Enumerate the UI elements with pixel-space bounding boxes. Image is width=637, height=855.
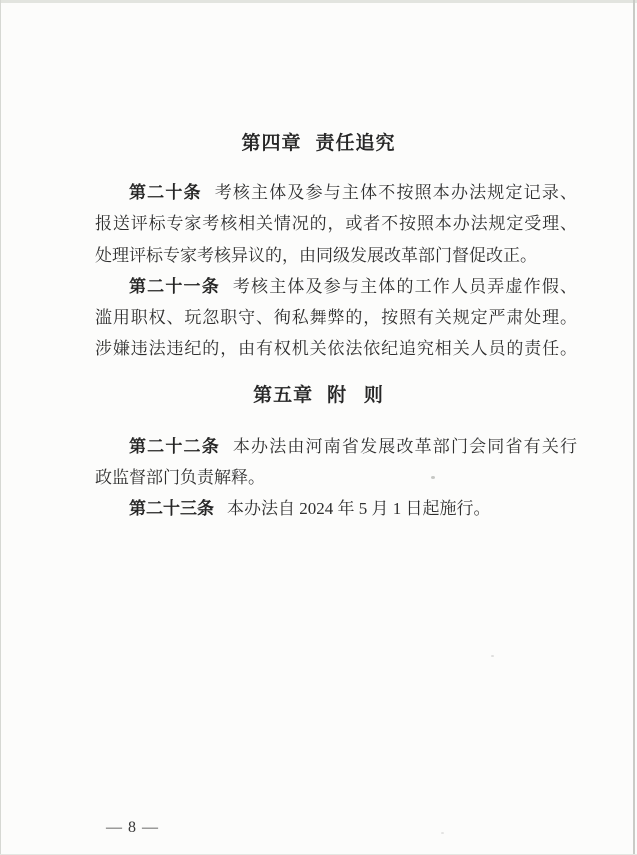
page-edge-right <box>633 0 635 855</box>
article-22-line-1 <box>95 431 577 462</box>
article-23-line-1 <box>95 493 577 524</box>
page-edge-top <box>0 0 637 3</box>
article-21-line-3: 涉嫌违法违纪的，由有权机关依法依纪追究相关人员的责任。 <box>95 339 577 359</box>
article-20-line-2: 报送评标专家考核相关情况的，或者不按照本办法规定受理、 <box>95 214 577 234</box>
chapter-5-heading <box>0 383 637 409</box>
article-22-label: 第二十二条 <box>129 437 220 456</box>
scan-speckle <box>431 476 435 479</box>
article-23-label: 第二十三条 <box>129 499 214 518</box>
article-20-first-line-text: 考核主体及参与主体不按照本办法规定记录、 <box>214 183 578 202</box>
article-22-first-line-text: 本办法由河南省发展改革部门会同省有关行 <box>232 437 578 456</box>
article-21-label: 第二十一条 <box>129 276 220 296</box>
scan-speckle <box>441 832 444 834</box>
chapter-4-heading <box>0 131 637 157</box>
page-number: — 8 — <box>106 819 159 836</box>
chapter-4-body <box>95 177 577 365</box>
chapter-5-number: 第五章 <box>253 385 314 406</box>
chapter-4-title: 责任追究 <box>315 133 396 154</box>
page-edge-left <box>0 0 1 855</box>
article-20-line-3: 处理评标专家考核异议的，由同级发展改革部门督促改正。 <box>95 245 537 265</box>
scan-speckle <box>491 655 494 657</box>
article-21-first-line-text: 考核主体及参与主体的工作人员弄虚作假、 <box>232 276 578 296</box>
article-20-label: 第二十条 <box>129 183 202 202</box>
article-22-line-2: 政监督部门负责解释。 <box>95 468 265 487</box>
article-21-line-1 <box>95 271 577 302</box>
article-20-line-1 <box>95 177 577 208</box>
article-21-line-2: 滥用职权、玩忽职守、徇私舞弊的，按照有关规定严肃处理。 <box>95 308 577 328</box>
chapter-5-body <box>95 431 577 524</box>
chapter-4-number: 第四章 <box>241 133 302 154</box>
article-23-first-line-text: 本办法自 2024 年 5 月 1 日起施行。 <box>227 499 491 518</box>
chapter-5-title: 附 则 <box>327 385 384 406</box>
